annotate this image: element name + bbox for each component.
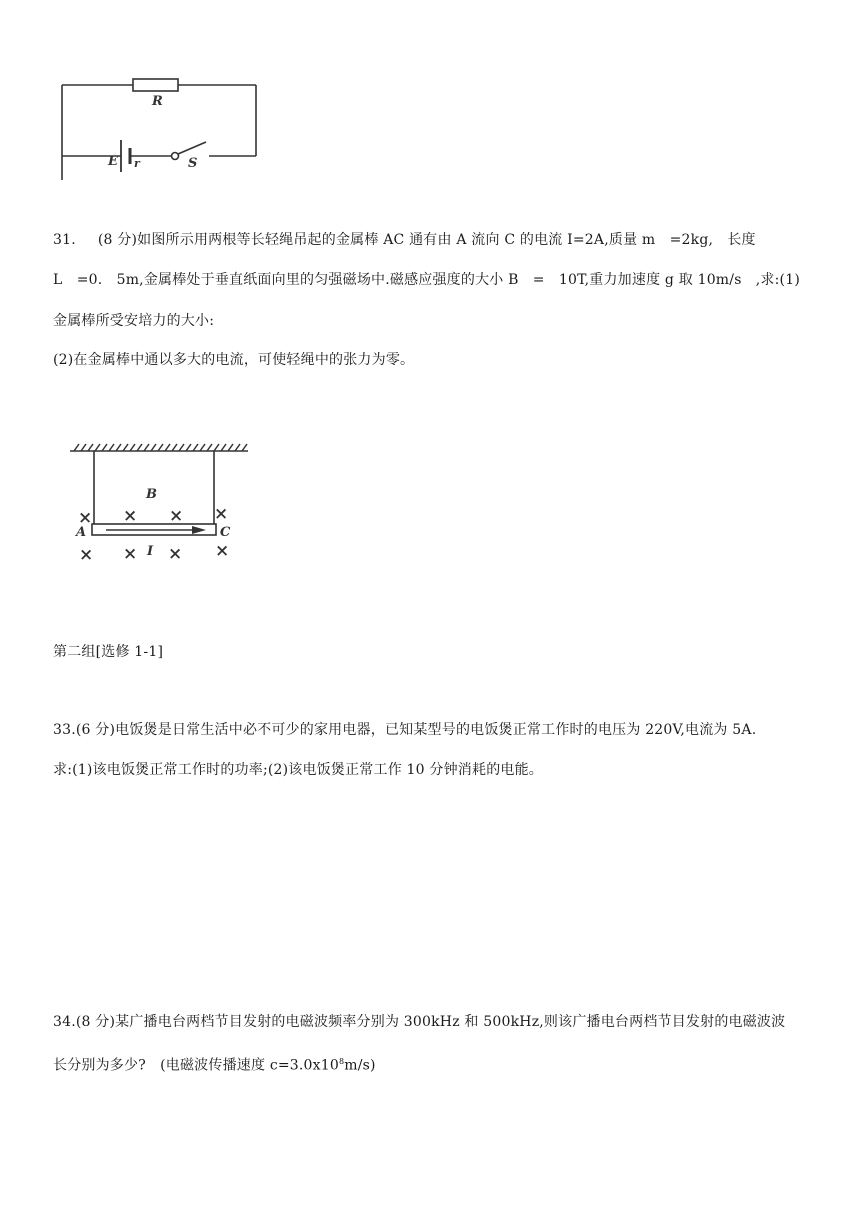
q33-line-2: 求:(1)该电饭煲正常工作时的功率;(2)该电饭煲正常工作 10 分钟消耗的电能。 xyxy=(53,762,544,778)
field-cross-icon: × xyxy=(79,545,94,565)
q34-line-1: 34.(8 分)某广播电台两档节目发射的电磁波频率分别为 300kHz 和 500kHz,则该广播电台两档节目发射的电磁波波 xyxy=(53,1014,786,1030)
hatch-mark xyxy=(186,444,191,451)
section-2-title: 第二组[选修 1-1] xyxy=(53,644,164,660)
hatch-mark xyxy=(193,444,198,451)
q31-number: 31. xyxy=(53,232,76,248)
point-a-label: A xyxy=(76,525,87,540)
hatch-mark xyxy=(109,444,114,451)
hatch-mark xyxy=(235,444,240,451)
q31-text-1: (8 分)如图所示用两根等长轻绳吊起的金属棒 AC 通有由 A 流向 C 的电流 I=2A,质量 m =2kg, 长度 xyxy=(97,232,756,248)
hatch-mark xyxy=(95,444,100,451)
hatch-mark xyxy=(116,444,121,451)
q34-exponent: 8 xyxy=(338,1057,345,1066)
internal-resistance-label: r xyxy=(134,157,140,170)
field-cross-icon: × xyxy=(168,544,183,564)
field-label: B xyxy=(146,487,157,502)
circuit-figure xyxy=(48,70,268,188)
field-cross-icon: × xyxy=(214,504,229,524)
point-c-label: C xyxy=(220,525,231,540)
rod-field-figure xyxy=(66,432,256,572)
field-cross-icon: × xyxy=(169,506,184,526)
hatch-mark xyxy=(74,444,79,451)
ceiling xyxy=(74,444,247,451)
hatch-mark xyxy=(102,444,107,451)
q34-text-2: 长分别为多少? (电磁波传播速度 c=3.0x10 xyxy=(53,1057,339,1074)
hatch-mark xyxy=(179,444,184,451)
hatch-mark xyxy=(207,444,212,451)
resistor xyxy=(133,79,178,91)
hatch-mark xyxy=(221,444,226,451)
hatch-mark xyxy=(137,444,142,451)
switch-label: S xyxy=(188,156,198,171)
hatch-mark xyxy=(214,444,219,451)
hatch-mark xyxy=(165,444,170,451)
hatch-mark xyxy=(228,444,233,451)
current-label: I xyxy=(147,544,154,559)
q31-line-3: 金属棒所受安培力的大小: xyxy=(53,313,215,329)
hatch-mark xyxy=(158,444,163,451)
hatch-mark xyxy=(144,444,149,451)
switch-pivot xyxy=(172,153,179,160)
hatch-mark xyxy=(88,444,93,451)
q31-line-2: L =0. 5m,金属棒处于垂直纸面向里的匀强磁场中.磁感应强度的大小 B = 10T,重力加速度 g 取 10m/s ,求:(1) xyxy=(53,272,800,288)
hatch-mark xyxy=(200,444,205,451)
q34-line-2 xyxy=(53,1052,376,1076)
q31-line-4: (2)在金属棒中通以多大的电流，可使轻绳中的张力为零。 xyxy=(53,352,415,368)
q33-line-1: 33.(6 分)电饭煲是日常生活中必不可少的家用电器，已知某型号的电饭煲正常工作时的电压为 220V,电流为 5A. xyxy=(53,722,757,738)
resistor-label: R xyxy=(152,94,163,109)
hatch-mark xyxy=(172,444,177,451)
hatch-mark xyxy=(81,444,86,451)
emf-label: E xyxy=(108,154,118,169)
hatch-mark xyxy=(151,444,156,451)
q34-unit: m/s) xyxy=(344,1057,376,1074)
field-cross-icon: × xyxy=(123,544,138,564)
hatch-mark xyxy=(130,444,135,451)
hatch-mark xyxy=(123,444,128,451)
hatch-mark xyxy=(242,444,247,451)
field-cross-icon: × xyxy=(215,541,230,561)
q31-line-1 xyxy=(53,230,756,250)
field-cross-icon: × xyxy=(78,508,93,528)
field-cross-icon: × xyxy=(123,506,138,526)
